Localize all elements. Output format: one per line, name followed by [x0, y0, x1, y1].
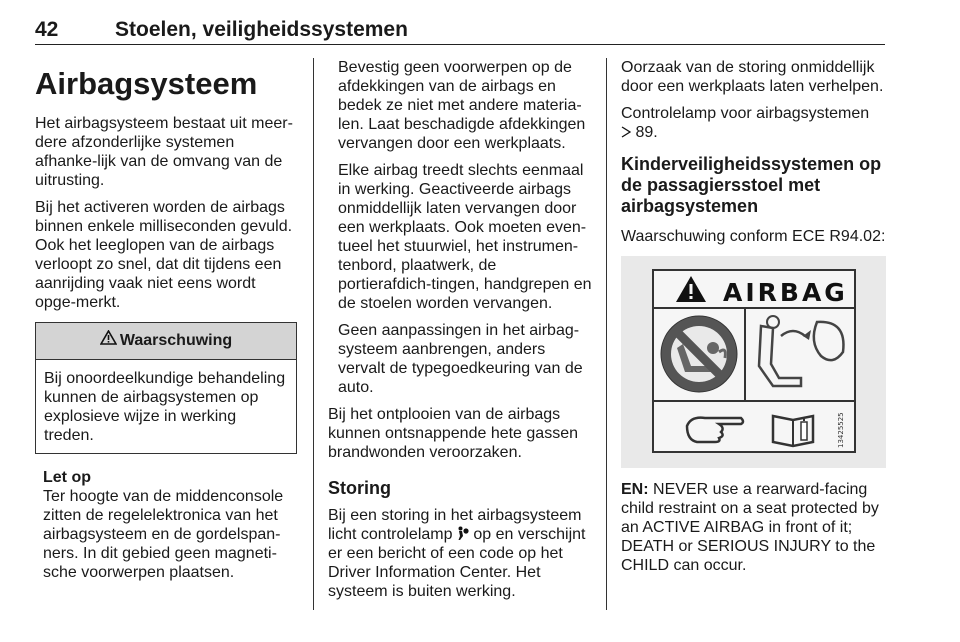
- warning-box: [35, 322, 297, 454]
- column-divider: [313, 58, 314, 610]
- chapter-title: Stoelen, veiligheidssystemen: [115, 18, 408, 41]
- column-1: [35, 58, 297, 582]
- paragraph: Controlelamp voor airbagsystemen 89.: [621, 105, 870, 141]
- child-seat-heading: Kinderveiligheidssystemen op de passagiersstoel met airbagsystemen: [621, 154, 882, 216]
- warning-triangle-icon: [100, 323, 117, 359]
- english-label-text: EN: NEVER use a rearward-facing child restraint on a seat protected by an ACTIVE AIRBAG in front of it; DEATH or SERIOUS INJURY to the CHILD can occur.: [621, 481, 879, 574]
- paragraph: Elke airbag treedt slechts eenmaal in werking. Geactiveerde airbags onmiddellijk laten vervangen door een werkplaats. Ook moeten even-tueel het stuurwiel, het instrumen-tenbord, plaatwerk, de portierafdich-tingen, handgrepen en de stoelen worden vervangen.: [338, 162, 592, 312]
- paragraph: Bij een storing in het airbagsysteem licht controlelamp op en verschijnt er een bericht of een code op het Driver Information Center. Het systeem is buiten werking.: [328, 507, 586, 600]
- airbag-warning-lamp-icon: [457, 526, 473, 543]
- warning-header: [36, 323, 296, 360]
- no-rearward-child-seat-icon: [661, 316, 737, 392]
- section-title: Airbagsysteem: [35, 66, 258, 101]
- warning-title: Waarschuwing: [119, 332, 233, 349]
- paragraph: Bij het activeren worden de airbags binnen enkele milliseconden gevuld. Ook het leeglopen van de airbags verloopt zo snel, dat dit tijdens een aanrijding vaak niet eens wordt opge-merkt.: [35, 199, 293, 311]
- label-code: 13425525: [837, 412, 845, 448]
- column-divider: [606, 58, 607, 610]
- paragraph: Bevestig geen voorwerpen op de afdekkingen van de airbags en bedek ze niet met andere materia-len. Laat beschadigde afdekkingen vervangen door een werkplaats.: [338, 59, 586, 152]
- page-header: [35, 14, 885, 45]
- column-2: [328, 58, 593, 609]
- note-text: Ter hoogte van de middenconsole zitten de regelelektronica van het airbagsysteem en de gordelspan-ners. In dit gebied geen magneti-sche voorwerpen plaatsen.: [43, 488, 284, 581]
- page-reference-arrow-icon: [621, 124, 635, 141]
- airbag-label-word: AIRBAG: [723, 278, 848, 307]
- indented-warning-text: [328, 58, 593, 397]
- note: [35, 468, 297, 582]
- airbag-warning-label-image: [621, 256, 886, 468]
- page-number: 42: [35, 18, 59, 41]
- storing-heading: Storing: [328, 478, 391, 498]
- note-label: Let op: [43, 469, 91, 486]
- column-3: [621, 58, 886, 583]
- paragraph: Geen aanpassingen in het airbag-systeem aanbrengen, anders vervalt de typegoedkeuring van de auto.: [338, 322, 583, 396]
- paragraph: Het airbagsysteem bestaat uit meer-dere afzonderlijke systemen afhanke-lijk van de omvang van de uitrusting.: [35, 115, 293, 189]
- paragraph: Oorzaak van de storing onmiddellijk door een werkplaats laten verhelpen.: [621, 59, 884, 95]
- warning-text: Bij onoordeelkundige behandeling kunnen de airbagsystemen op explosieve wijze in werking treden.: [44, 370, 286, 444]
- paragraph: Waarschuwing conform ECE R94.02:: [621, 228, 886, 245]
- paragraph: Bij het ontplooien van de airbags kunnen ontsnappende hete gassen brandwonden veroorzaken.: [328, 406, 578, 461]
